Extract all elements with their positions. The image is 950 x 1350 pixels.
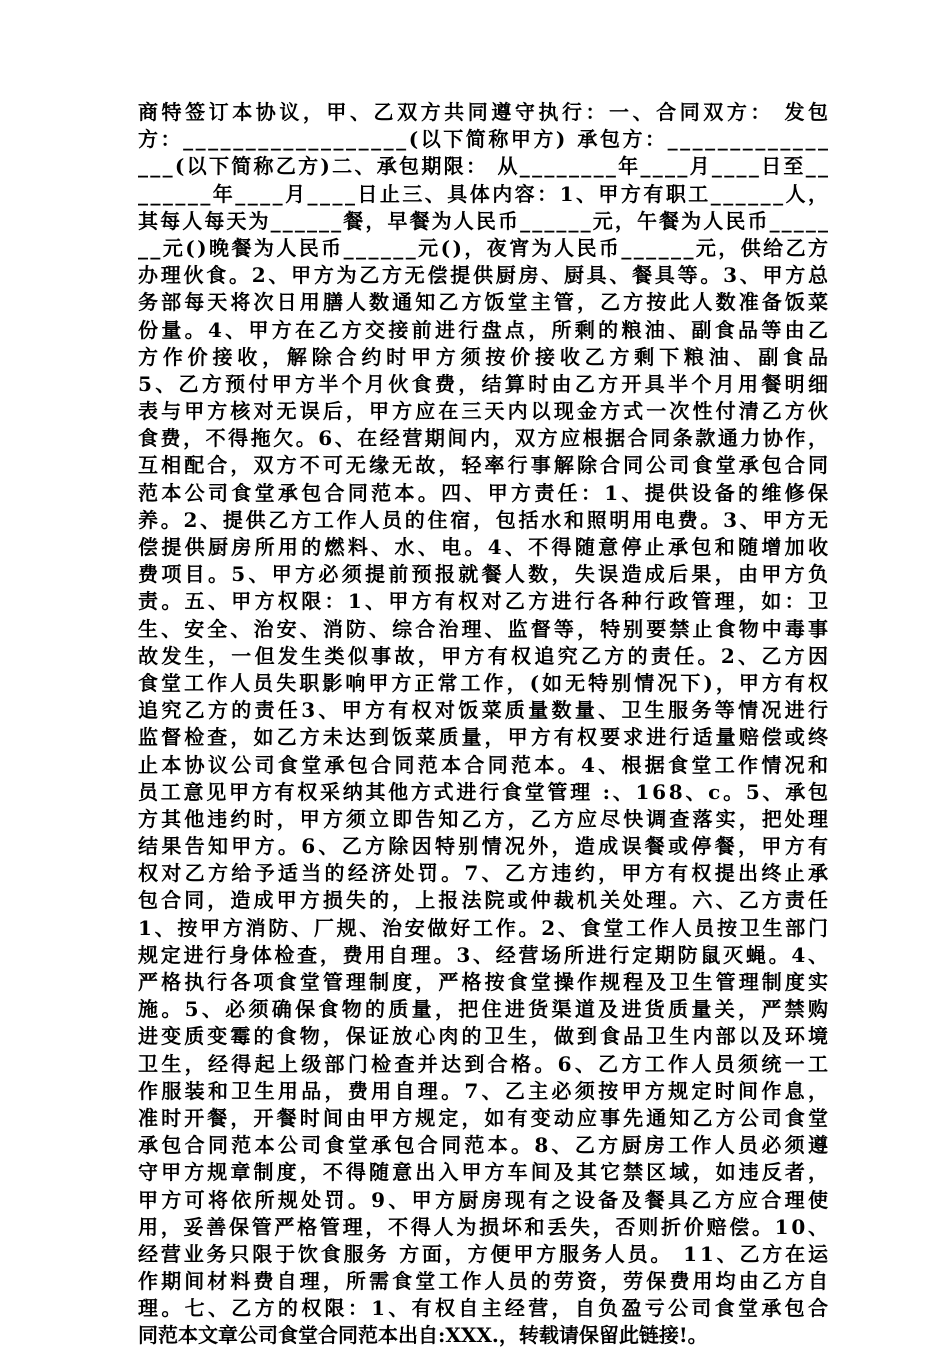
text-line: 其每人每天为______餐，早餐为人民币______元，午餐为人民币_____ xyxy=(138,208,831,233)
text-line: 方：__________________(以下简称甲方) 承包方：_____________ xyxy=(138,127,831,152)
text-line: 权对乙方给予适当的经济处罚。7、乙方违约，甲方有权提出终止承 xyxy=(138,861,832,886)
text-line: 追究乙方的责任3、甲方有权对饭菜质量数量、卫生服务等情况进行 xyxy=(138,698,832,723)
text-line: 结果告知甲方。6、乙方除因特别情况外，造成误餐或停餐，甲方有 xyxy=(138,834,832,859)
text-line: 卫生，经得起上级部门检查并达到合格。6、乙方工作人员须统一工 xyxy=(138,1051,832,1076)
text-line: 办理伙食。2、甲方为乙方无偿提供厨房、厨具、餐具等。3、甲方总 xyxy=(138,263,831,288)
text-line: 作期间材料费自理，所需食堂工作人员的劳资，劳保费用均由乙方自 xyxy=(138,1269,832,1294)
text-line: ___(以下简称乙方)二、承包期限： 从________年____月____日至__ xyxy=(138,154,831,179)
text-line: 经营业务只限于饮食服务 方面，方便甲方服务人员。 11、乙方在运 xyxy=(138,1241,831,1266)
text-line: 甲方可将依所规处罚。9、甲方厨房现有之设备及餐具乙方应合理使 xyxy=(138,1187,832,1212)
text-line: 方作价接收，解除合约时甲方须按价接收乙方剩下粮油、副食品 xyxy=(138,344,833,369)
text-line: 规定进行身体检查，费用自理。3、经营场所进行定期防鼠灭蝇。4、 xyxy=(138,942,831,967)
text-line: 商特签订本协议，甲、乙双方共同遵守执行：一、合同双方： 发包 xyxy=(138,100,832,124)
text-line: 理。七、乙方的权限：1、有权自主经营，自负盈亏公司食堂承包合 xyxy=(138,1296,832,1321)
text-line: 同范本文章公司食堂合同范本出自:XXX.，转载请保留此链接!。 xyxy=(138,1323,708,1348)
text-line: 表与甲方核对无误后，甲方应在三天内以现金方式一次性付清乙方伙 xyxy=(138,399,832,424)
text-line: 5、乙方预付甲方半个月伙食费，结算时由乙方开具半个月用餐明细 xyxy=(138,371,832,396)
text-line: 监督检查，如乙方未达到饭菜质量，甲方有权要求进行适量赔偿或终 xyxy=(138,725,832,750)
contract-body-text xyxy=(138,99,833,1350)
text-line: 责。五、甲方权限：1、甲方有权对乙方进行各种行政管理，如：卫 xyxy=(138,589,832,614)
text-line: 1、按甲方消防、厂规、治安做好工作。2、食堂工作人员按卫生部门 xyxy=(138,915,831,940)
text-line: ______年____月____日止三、具体内容：1、甲方有职工______人， xyxy=(138,181,831,206)
text-line: 故发生，一但发生类似事故，甲方有权追究乙方的责任。2、乙方因 xyxy=(138,643,832,668)
text-line: 包合同，造成甲方损失的，上报法院或仲裁机关处理。六、乙方责任 xyxy=(138,888,832,913)
text-line: 互相配合，双方不可无缘无故，轻率行事解除合同公司食堂承包合同 xyxy=(138,453,832,478)
text-line: 作服装和卫生用品，费用自理。7、乙主必须按甲方规定时间作息， xyxy=(138,1078,832,1103)
text-line: 方其他违约时，甲方须立即告知乙方，乙方应尽快调查落实，把处理 xyxy=(138,806,832,831)
text-line: 员工意见甲方有权采纳其他方式进行食堂管理 :、168、c。5、承包 xyxy=(138,779,831,804)
text-line: 食费，不得拖欠。6、在经营期间内，双方应根据合同条款通力协作， xyxy=(138,426,831,451)
text-line: 严格执行各项食堂管理制度，严格按食堂操作规程及卫生管理制度实 xyxy=(138,970,832,994)
text-line: 范本公司食堂承包合同范本。四、甲方责任：1、提供设备的维修保 xyxy=(138,480,832,505)
text-line: 施。5、必须确保食物的质量，把住进货渠道及进货质量关，严禁购 xyxy=(138,997,832,1022)
text-line: 生、安全、治安、消防、综合治理、监督等，特别要禁止食物中毒事 xyxy=(138,616,832,641)
text-line: 止本协议公司食堂承包合同范本合同范本。4、根据食堂工作情况和 xyxy=(138,752,832,777)
text-line: 务部每天将次日用膳人数通知乙方饭堂主管，乙方按此人数准备饭菜 xyxy=(138,290,832,315)
text-line: __元()晚餐为人民币______元()，夜宵为人民币______元，供给乙方 xyxy=(138,235,831,260)
text-line: 进变质变霉的食物，保证放心肉的卫生，做到食品卫生内部以及环境 xyxy=(138,1024,832,1049)
text-line: 食堂工作人员失职影响甲方正常工作，(如无特别情况下)，甲方有权 xyxy=(138,670,832,695)
text-line: 守甲方规章制度，不得随意出入甲方车间及其它禁区域，如违反者， xyxy=(138,1160,832,1185)
text-line: 养。2、提供乙方工作人员的住宿，包括水和照明用电费。3、甲方无 xyxy=(138,507,831,532)
text-line: 份量。4、甲方在乙方交接前进行盘点，所剩的粮油、副食品等由乙 xyxy=(138,317,832,342)
text-line: 准时开餐，开餐时间由甲方规定，如有变动应事先通知乙方公司食堂 xyxy=(138,1105,832,1130)
text-line: 承包合同范本公司食堂承包合同范本。8、乙方厨房工作人员必须遵 xyxy=(138,1133,832,1158)
text-line: 用，妥善保管严格管理，不得人为损坏和丢失，否则折价赔偿。10、 xyxy=(138,1214,831,1239)
text-line: 偿提供厨房所用的燃料、水、电。4、不得随意停止承包和随增加收 xyxy=(138,535,832,559)
text-line: 费项目。5、甲方必须提前预报就餐人数，失误造成后果，由甲方负 xyxy=(138,562,832,587)
